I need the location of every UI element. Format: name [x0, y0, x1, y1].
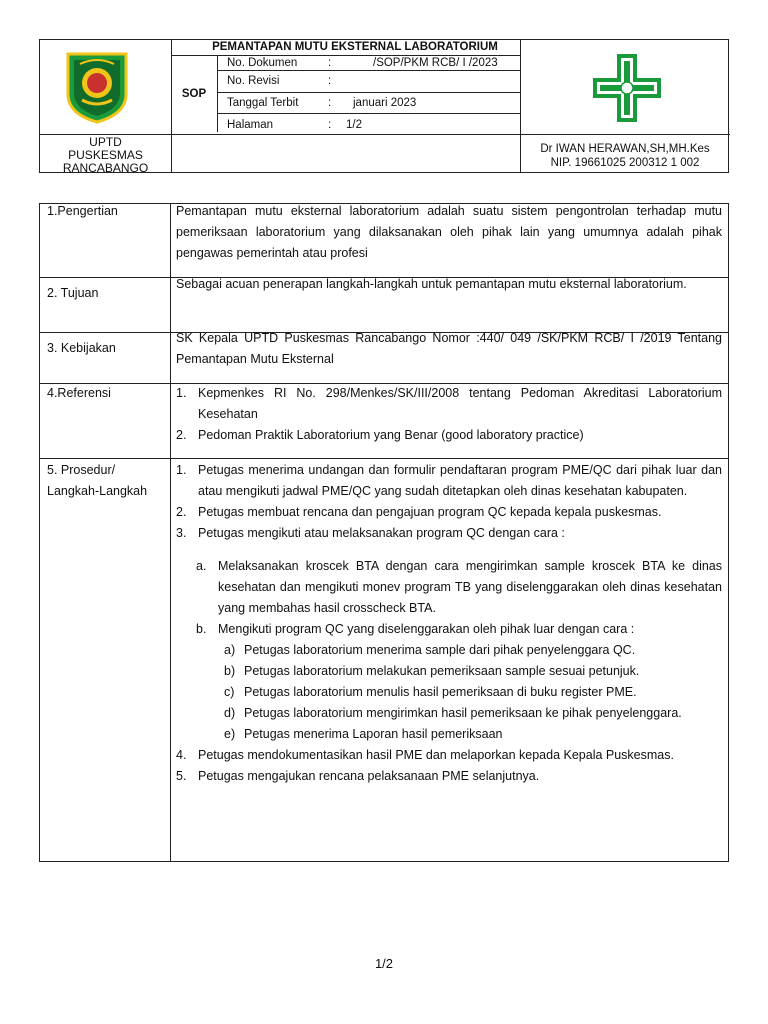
section-text-pengertian: Pemantapan mutu eksternal laboratorium adalah suatu sistem pengontrolan terhadap mutu pemeriksaan laboratorium yang dilaksanakan oleh pihak lain yang umumnya adalah pihak pengawas pemerintah atau profesi: [176, 204, 722, 260]
field-value: januari 2023: [353, 97, 417, 109]
section-label-referensi: 4.Referensi: [47, 386, 111, 400]
header-divider: [217, 113, 520, 114]
list-item: b. Mengikuti program QC yang diselenggarakan oleh pihak luar dengan cara :: [196, 622, 635, 636]
field-separator: :: [328, 57, 332, 69]
sop-content-table: [39, 203, 729, 862]
list-item: a. Melaksanakan kroscek BTA dengan cara mengirimkan sample kroscek BTA ke dinas kesehatan dan mengikuti monev program TB yang diselenggarakan oleh dinas kesehatan yang membahas hasil crosscheck BTA.: [196, 559, 722, 615]
list-item: 2. Pedoman Praktik Laboratorium yang Benar (good laboratory practice): [176, 428, 584, 442]
field-value: 1/2: [346, 119, 362, 131]
list-item: b) Petugas laboratorium melakukan pemeriksaan sample sesuai petunjuk.: [224, 664, 640, 678]
section-label-kebijakan: 3. Kebijakan: [47, 341, 116, 355]
list-item: 5. Petugas mengajukan rencana pelaksanaan PME selanjutnya.: [176, 769, 540, 783]
list-item: 2. Petugas membuat rencana dan pengajuan program QC kepada kepala puskesmas.: [176, 505, 662, 519]
section-label-tujuan: 2. Tujuan: [47, 286, 99, 300]
list-item: 1. Petugas menerima undangan dan formulir pendaftaran program PME/QC dari pihak luar dan atau mengikuti jadwal PME/QC yang sudah ditetapkan oleh dinas kesehatan kabupaten.: [176, 463, 722, 498]
field-label: Halaman: [227, 119, 274, 131]
signatory-name: Dr IWAN HERAWAN,SH,MH.Kes: [540, 143, 710, 155]
unit-name: UPTD PUSKESMAS RANCABANGO: [62, 135, 149, 175]
document-title: PEMANTAPAN MUTU EKSTERNAL LABORATORIUM: [212, 41, 498, 53]
section-list-referensi: [176, 383, 722, 446]
list-item: e) Petugas menerima Laporan hasil pemeriksaan: [224, 727, 503, 741]
section-label-pengertian: 1.Pengertian: [47, 204, 118, 218]
header-divider: [217, 70, 520, 71]
section-text-tujuan: Sebagai acuan penerapan langkah-langkah untuk pemantapan mutu eksternal laboratorium.: [176, 277, 687, 291]
field-value: /SOP/PKM RCB/ I /2023: [373, 57, 498, 69]
field-separator: :: [328, 119, 332, 131]
list-item: c) Petugas laboratorium menulis hasil pemeriksaan di buku register PME.: [224, 685, 637, 699]
field-separator: :: [328, 97, 332, 109]
section-label-prosedur: 5. Prosedur/ Langkah-Langkah: [47, 463, 148, 498]
field-label: No. Dokumen: [227, 57, 298, 69]
document-header: [39, 39, 729, 173]
header-divider: [171, 40, 172, 172]
regency-emblem-icon: [64, 50, 130, 124]
field-label: Tanggal Terbit: [227, 97, 299, 109]
list-item: a) Petugas laboratorium menerima sample dari pihak penyelenggara QC.: [224, 643, 636, 657]
list-item: 3. Petugas mengikuti atau melaksanakan program QC dengan cara :: [176, 526, 565, 540]
section-text-kebijakan: SK Kepala UPTD Puskesmas Rancabango Nomor :440/ 049 /SK/PKM RCB/ I /2019 Tentang Pemantapan Mutu Eksternal: [176, 331, 722, 366]
signatory-nip: NIP. 19661025 200312 1 002: [550, 157, 700, 169]
section-list-prosedur: [176, 460, 722, 787]
sop-label: SOP: [181, 88, 207, 100]
puskesmas-cross-logo-icon: [587, 48, 667, 128]
list-item: 1. Kepmenkes RI No. 298/Menkes/SK/III/2008 tentang Pedoman Akreditasi Laboratorium Kesehatan: [176, 386, 722, 421]
field-label: No. Revisi: [227, 75, 280, 87]
column-divider: [170, 204, 171, 861]
header-divider: [40, 134, 730, 135]
list-item: 4. Petugas mendokumentasikan hasil PME dan melaporkan kepada Kepala Puskesmas.: [176, 748, 674, 762]
list-item: d) Petugas laboratorium mengirimkan hasil pemeriksaan ke pihak penyelenggara.: [224, 706, 682, 720]
header-divider: [217, 92, 520, 93]
page-number: 1/2: [374, 956, 394, 971]
field-separator: :: [328, 75, 332, 87]
header-divider: [217, 55, 218, 132]
row-divider: [40, 458, 728, 459]
